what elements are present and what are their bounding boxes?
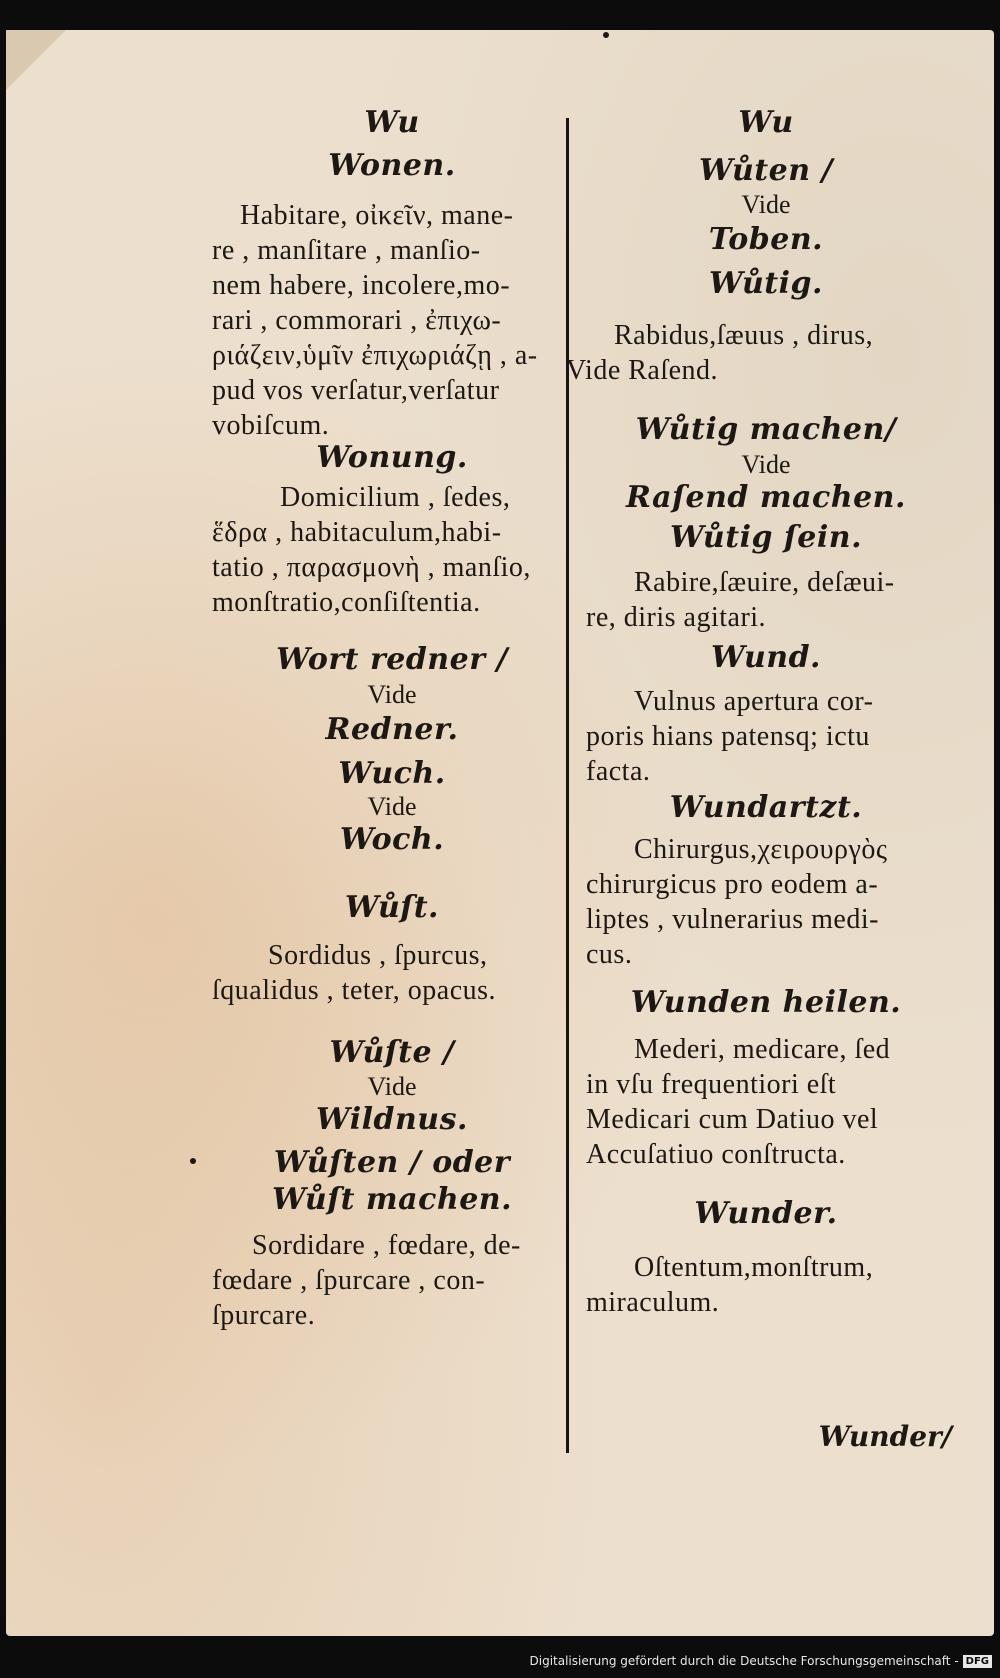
entry-headword: Wundartzt. [669,790,863,825]
cross-reference: Toben. [708,222,824,257]
entry-body: Oſtentum,monſtrum, miraculum. [586,1252,874,1318]
digitization-footer [530,1648,993,1674]
cross-reference: Wůſt machen. [271,1182,513,1217]
cross-reference: Redner. [325,712,459,747]
entry-headword: Wund. [710,640,822,675]
ink-spot [190,1158,196,1164]
entry-headword: Wůſte / [329,1035,455,1070]
catchword: Wunder/ [818,1420,952,1453]
entry-body: Mederi, medicare, ſed in vſu frequentiori eſt Medicari cum Datiuo vel Accuſatiuo conſtructa. [586,1034,891,1170]
entry-headword: Wůten / [699,153,833,188]
entry-headword: Wůtig. [709,266,823,301]
entry-body: Rabidus,ſæuus , dirus, Vide Raſend. [566,320,874,386]
entry-headword: Wůtig machen/ [635,412,897,447]
entry-headword: Wůtig ſein. [669,520,863,555]
entry-headword: Wůſten / oder [273,1145,511,1180]
vide-label: Vide [367,680,417,709]
entry-body: Rabire,ſæuire, deſæui- re, diris agitari. [586,567,895,633]
entry-headword: Wunden heilen. [630,985,902,1020]
cross-reference: Woch. [339,822,445,857]
entry-body: Sordidare , fœdare, de- fœdare , ſpurcare , con- ſpurcare. [212,1230,521,1331]
entry-headword: Wonen. [328,148,456,183]
folded-corner [6,30,66,90]
entry-headword: Wůſt. [345,890,439,925]
entry-headword: Wuch. [338,756,446,791]
ink-spot [603,32,609,38]
entry-body: Domicilium , ſedes, ἕδρα , habitaculum,habi- tatio , παρασμονὴ , manſio, monſtratio,conſiſtentia. [212,482,531,618]
vide-label: Vide [367,792,417,821]
cross-reference: Raſend machen. [626,480,906,515]
vide-label: Vide [741,190,791,219]
cross-reference: Wildnus. [316,1102,468,1137]
footer-text: Digitalisierung gefördert durch die Deutsche Forschungsgemeinschaft - [529,1654,959,1668]
entry-body: Vulnus apertura cor- poris hians patensq; ictu facta. [586,686,874,787]
entry-body: Chirurgus,χειρουργὸς chirurgicus pro eodem a- liptes , vulnerarius medi- cus. [586,834,888,970]
entry-body: Habitare, οἰκεῖν, mane- re , manſitare , manſio- nem habere, incolere,mo- rari , commorari , ἐπιχω- ριάζειν,ὑμῖν ἐπιχωριάζῃ , a- pud vos verſatur,verſatur vobiſcum. [212,200,538,441]
vide-label: Vide [367,1072,417,1101]
entry-body: Sordidus , ſpurcus, ſqualidus , teter, opacus. [212,940,497,1006]
entry-headword: Wunder. [694,1196,838,1231]
column-header: Wu [364,105,420,140]
column-header: Wu [738,105,794,140]
vide-label: Vide [741,450,791,479]
dfg-logo: DFG [963,1655,992,1668]
entry-headword: Wonung. [316,440,468,475]
entry-headword: Wort redner / [276,642,508,677]
